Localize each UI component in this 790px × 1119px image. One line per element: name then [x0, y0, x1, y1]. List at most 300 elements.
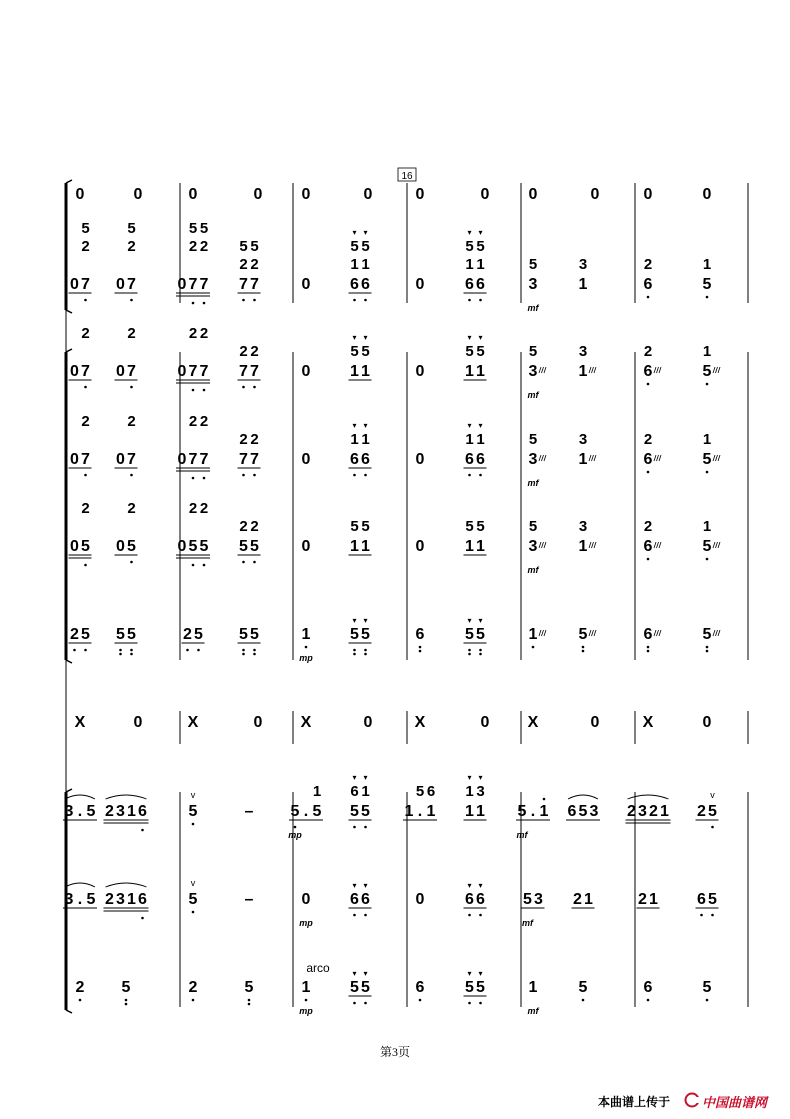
chord-digit: 3 [578, 256, 588, 273]
low-octave-dot [192, 911, 195, 914]
note-digit: 0 [528, 186, 538, 203]
tremolo-stroke [589, 367, 591, 373]
tremolo-stroke [539, 542, 541, 548]
note-digit: 5 [465, 626, 474, 643]
note-digit: 1 [584, 891, 593, 908]
note-digit: 6 [465, 276, 474, 293]
note-digit: 0 [253, 714, 263, 731]
note-digit: 2 [183, 626, 192, 643]
dynamic-mark: mf [527, 303, 539, 313]
low-octave-dot [479, 914, 482, 917]
tremolo-stroke [594, 455, 596, 461]
tremolo-stroke [716, 455, 718, 461]
tremolo-stroke [713, 367, 715, 373]
note-digit: . [303, 803, 309, 820]
chord-digit: 5 [350, 518, 359, 535]
note-digit: 0 [415, 186, 425, 203]
low-octave-dot [468, 649, 471, 652]
low-octave-dot [706, 558, 709, 561]
accent-mark: ▾ [363, 616, 368, 625]
tremolo-stroke [592, 367, 594, 373]
note-digit: X [300, 714, 312, 731]
note-digit: 0 [301, 891, 311, 908]
chord-digit: 2 [250, 343, 259, 360]
tremolo-stroke [657, 630, 659, 636]
chord-digit: 5 [250, 238, 259, 255]
chord-digit: 2 [199, 325, 209, 342]
chord-digit: 5 [476, 343, 485, 360]
tremolo-stroke [589, 630, 591, 636]
low-octave-dot [353, 914, 356, 917]
low-octave-dot [248, 999, 251, 1002]
low-octave-dot [203, 389, 206, 392]
low-octave-dot [242, 649, 245, 652]
note-digit: 3 [528, 451, 538, 468]
tremolo-stroke [713, 455, 715, 461]
note-digit: 6 [643, 363, 653, 380]
note-digit: 0 [301, 451, 311, 468]
note-digit: 7 [199, 451, 209, 468]
chord-digit: 1 [465, 256, 474, 273]
low-octave-dot [582, 999, 585, 1002]
note-digit: 5 [350, 979, 359, 996]
note-digit: 6 [415, 979, 425, 996]
low-octave-dot [582, 646, 585, 649]
bracket-hook [66, 310, 72, 313]
low-octave-dot [419, 999, 422, 1002]
chord-digit: 2 [250, 256, 259, 273]
chord-digit: 2 [127, 413, 136, 430]
chord-digit: 3 [578, 431, 588, 448]
accent-mark: ▾ [478, 773, 483, 782]
note-digit: 5 [708, 803, 717, 820]
dynamic-mark: mf [527, 565, 539, 575]
note-digit: 0 [363, 186, 373, 203]
low-octave-dot [192, 477, 195, 480]
chord-digit: 5 [465, 238, 474, 255]
accent-mark: ▾ [478, 881, 483, 890]
low-octave-dot [192, 389, 195, 392]
accent-mark: ▾ [467, 333, 472, 342]
note-digit: 6 [567, 803, 577, 820]
note-digit: X [642, 714, 654, 731]
chord-digit: 1 [361, 783, 370, 800]
tremolo-stroke [718, 455, 720, 461]
note-digit: 1 [350, 538, 359, 555]
tremolo-stroke [716, 367, 718, 373]
low-octave-dot [419, 650, 422, 653]
note-digit: 1 [301, 979, 311, 996]
note-digit: 7 [81, 451, 90, 468]
low-octave-dot [192, 823, 195, 826]
note-digit: 2 [627, 803, 636, 820]
note-digit: 0 [70, 363, 79, 380]
low-octave-dot [197, 649, 200, 652]
tremolo-stroke [542, 542, 544, 548]
accent-mark: ▾ [352, 333, 357, 342]
low-octave-dot [130, 299, 133, 302]
low-octave-dot [203, 477, 206, 480]
low-octave-dot [192, 302, 195, 305]
note-digit: 5 [312, 803, 322, 820]
low-octave-dot [242, 474, 245, 477]
low-octave-dot [119, 653, 122, 656]
accent-mark: ▾ [363, 881, 368, 890]
note-digit: 2 [573, 891, 582, 908]
bracket-hook [66, 789, 72, 792]
chord-digit: 2 [239, 343, 248, 360]
low-octave-dot [253, 474, 256, 477]
low-octave-dot [353, 826, 356, 829]
low-octave-dot [582, 650, 585, 653]
chord-digit: 2 [188, 413, 198, 430]
note-digit: 5 [476, 979, 485, 996]
note-digit: 0 [177, 451, 187, 468]
low-octave-dot [706, 650, 709, 653]
chord-digit: 1 [465, 431, 474, 448]
low-octave-dot [711, 914, 714, 917]
note-digit: 2 [638, 891, 647, 908]
note-digit: 1 [660, 803, 669, 820]
note-digit: 5 [578, 626, 588, 643]
low-octave-dot [706, 296, 709, 299]
low-octave-dot [706, 383, 709, 386]
accent-mark: ▾ [478, 333, 483, 342]
accent-mark: ▾ [478, 421, 483, 430]
note-digit: 5 [81, 626, 90, 643]
low-octave-dot [253, 386, 256, 389]
low-octave-dot [79, 999, 82, 1002]
dynamic-mark: mf [527, 390, 539, 400]
low-octave-dot [253, 649, 256, 652]
low-octave-dot [647, 650, 650, 653]
note-digit: 5 [350, 803, 359, 820]
note-digit: 0 [177, 276, 187, 293]
note-digit: 5 [199, 538, 209, 555]
note-digit: 2 [697, 803, 706, 820]
note-digit: 3 [528, 276, 538, 293]
note-digit: 0 [415, 891, 425, 908]
note-digit: 0 [702, 714, 712, 731]
chord-digit: 1 [361, 256, 370, 273]
chord-digit: 3 [578, 518, 588, 535]
chord-digit: 5 [528, 343, 538, 360]
note-digit: 1 [465, 538, 474, 555]
low-octave-dot [141, 917, 144, 920]
low-octave-dot [647, 646, 650, 649]
low-octave-dot [364, 914, 367, 917]
accent-mark: ▾ [352, 881, 357, 890]
low-octave-dot [364, 474, 367, 477]
low-octave-dot [647, 296, 650, 299]
chord-digit: 5 [528, 518, 538, 535]
chord-digit: 1 [312, 783, 322, 800]
accent-mark: ▾ [478, 969, 483, 978]
note-digit: 0 [590, 714, 600, 731]
low-octave-dot [73, 649, 76, 652]
low-octave-dot [364, 653, 367, 656]
slur [106, 883, 147, 887]
chord-digit: 5 [528, 256, 538, 273]
note-digit: 0 [116, 363, 125, 380]
note-digit: 6 [138, 803, 147, 820]
accent-mark: ▾ [363, 969, 368, 978]
note-digit: 6 [476, 451, 485, 468]
tremolo-stroke [539, 455, 541, 461]
chord-digit: 5 [476, 518, 485, 535]
low-octave-dot [130, 653, 133, 656]
chord-digit: 2 [239, 431, 248, 448]
note-digit: 5 [702, 538, 712, 555]
low-octave-dot [305, 646, 308, 649]
tremolo-stroke [654, 630, 656, 636]
chord-digit: 1 [476, 256, 485, 273]
tremolo-stroke [592, 542, 594, 548]
tremolo-stroke [657, 455, 659, 461]
low-octave-dot [84, 386, 87, 389]
chord-digit: 5 [528, 431, 538, 448]
note-digit: 5 [127, 538, 136, 555]
tremolo-stroke [589, 455, 591, 461]
note-digit: 6 [350, 891, 359, 908]
chord-digit: 1 [465, 783, 474, 800]
note-digit: 3 [589, 803, 599, 820]
low-octave-dot [479, 649, 482, 652]
note-digit: – [244, 891, 254, 908]
low-octave-dot [711, 826, 714, 829]
note-digit: 5 [188, 538, 198, 555]
accent-mark: ▾ [363, 421, 368, 430]
chord-digit: 5 [361, 343, 370, 360]
note-digit: 1 [465, 363, 474, 380]
accent-mark: ▾ [352, 969, 357, 978]
dynamic-mark: mp [299, 918, 313, 928]
note-digit: 1 [476, 538, 485, 555]
note-digit: 6 [643, 538, 653, 555]
low-octave-dot [242, 561, 245, 564]
low-octave-dot [125, 999, 128, 1002]
note-digit: 7 [127, 276, 136, 293]
note-digit: 1 [301, 626, 311, 643]
low-octave-dot [700, 914, 703, 917]
note-digit: 7 [188, 276, 198, 293]
chord-digit: 5 [199, 220, 209, 237]
note-digit: 6 [415, 626, 425, 643]
note-digit: 3 [528, 363, 538, 380]
accent-mark: ▾ [352, 773, 357, 782]
upload-notice: 本曲谱上传于 [598, 1095, 671, 1109]
chord-digit: 2 [127, 325, 136, 342]
chord-digit: 2 [188, 325, 198, 342]
low-octave-dot [706, 646, 709, 649]
dynamic-mark: mf [522, 918, 533, 928]
tremolo-stroke [544, 630, 546, 636]
low-octave-dot [130, 649, 133, 652]
note-digit: 0 [70, 276, 79, 293]
note-digit: 7 [81, 363, 90, 380]
note-digit: 5 [81, 538, 90, 555]
tremolo-stroke [718, 542, 720, 548]
note-digit: 0 [415, 276, 425, 293]
note-digit: 5 [244, 979, 254, 996]
tremolo-stroke [544, 367, 546, 373]
note-digit: 0 [116, 276, 125, 293]
slur [106, 795, 147, 799]
note-digit: 7 [188, 363, 198, 380]
chord-digit: 5 [188, 220, 198, 237]
note-digit: 5 [578, 979, 588, 996]
tremolo-stroke [654, 455, 656, 461]
dynamic-mark: mp [288, 830, 302, 840]
tremolo-stroke [716, 630, 718, 636]
low-octave-dot [353, 649, 356, 652]
note-digit: 6 [361, 891, 370, 908]
note-digit: 3 [64, 891, 74, 908]
chord-digit: 2 [127, 500, 136, 517]
note-digit: 0 [116, 538, 125, 555]
dynamic-mark: mp [299, 1006, 313, 1016]
low-octave-dot [203, 564, 206, 567]
bracket-hook [66, 349, 72, 352]
high-octave-dot [543, 798, 546, 801]
chord-digit: 2 [81, 413, 90, 430]
tremolo-stroke [654, 367, 656, 373]
note-digit: 1 [578, 451, 588, 468]
tremolo-stroke [589, 542, 591, 548]
tremolo-stroke [659, 367, 661, 373]
chord-digit: 2 [81, 238, 90, 255]
note-digit: 0 [133, 714, 143, 731]
low-octave-dot [253, 299, 256, 302]
note-digit: X [74, 714, 86, 731]
note-digit: 6 [465, 451, 474, 468]
low-octave-dot [353, 474, 356, 477]
note-digit: 2 [105, 803, 114, 820]
accent-mark: ▾ [352, 228, 357, 237]
bracket-hook [66, 660, 72, 663]
site-logo: 中国曲谱网 [702, 1096, 768, 1111]
slur [628, 795, 669, 799]
dynamic-mark: mp [299, 653, 313, 663]
note-digit: 5 [188, 803, 198, 820]
chord-digit: 5 [361, 238, 370, 255]
note-digit: 5 [702, 979, 712, 996]
note-digit: 1 [127, 803, 136, 820]
tremolo-stroke [544, 542, 546, 548]
tremolo-stroke [713, 630, 715, 636]
tremolo-stroke [592, 455, 594, 461]
note-digit: 2 [70, 626, 79, 643]
note-digit: 1 [528, 979, 538, 996]
note-digit: 7 [250, 451, 259, 468]
tremolo-stroke [716, 542, 718, 548]
chord-digit: 2 [643, 343, 653, 360]
chord-digit: 2 [239, 256, 248, 273]
low-octave-dot [186, 649, 189, 652]
note-digit: 0 [177, 363, 187, 380]
note-digit: 7 [199, 276, 209, 293]
note-digit: 5 [708, 891, 717, 908]
chord-digit: 6 [426, 783, 436, 800]
note-digit: 1 [649, 891, 658, 908]
tremolo-stroke [659, 542, 661, 548]
note-digit: 1 [539, 803, 549, 820]
chord-digit: 5 [81, 220, 90, 237]
accent-mark: ▾ [478, 228, 483, 237]
tremolo-stroke [713, 542, 715, 548]
note-digit: 1 [361, 538, 370, 555]
tremolo-stroke [659, 630, 661, 636]
note-digit: X [527, 714, 539, 731]
note-digit: 3 [64, 803, 74, 820]
low-octave-dot [468, 1002, 471, 1005]
note-digit: 5 [361, 626, 370, 643]
tremolo-stroke [718, 367, 720, 373]
note-digit: 5 [361, 979, 370, 996]
low-octave-dot [242, 653, 245, 656]
chord-digit: 2 [81, 500, 90, 517]
low-octave-dot [242, 299, 245, 302]
note-digit: 0 [702, 186, 712, 203]
low-octave-dot [419, 646, 422, 649]
note-digit: 5 [476, 626, 485, 643]
note-digit: 0 [415, 363, 425, 380]
low-octave-dot [125, 1003, 128, 1006]
note-digit: 0 [301, 276, 311, 293]
note-digit: 6 [643, 276, 653, 293]
accent-mark: ▾ [467, 228, 472, 237]
note-digit: 7 [127, 451, 136, 468]
accent-mark: ▾ [363, 773, 368, 782]
low-octave-dot [647, 471, 650, 474]
accent-mark: ▾ [467, 881, 472, 890]
low-octave-dot [203, 302, 206, 305]
low-octave-dot [706, 999, 709, 1002]
low-octave-dot [468, 299, 471, 302]
chord-digit: 3 [476, 783, 485, 800]
chord-digit: 1 [702, 256, 712, 273]
note-digit: 1 [578, 363, 588, 380]
note-digit: 5 [361, 803, 370, 820]
page-number: 第3页 [379, 1045, 410, 1059]
slur [568, 795, 598, 799]
low-octave-dot [130, 474, 133, 477]
note-digit: 1 [361, 363, 370, 380]
note-digit: 7 [239, 276, 248, 293]
chord-digit: 5 [350, 343, 359, 360]
bowing-mark: v [190, 878, 196, 888]
low-octave-dot [479, 653, 482, 656]
note-digit: 1 [476, 803, 485, 820]
note-digit: 5 [465, 979, 474, 996]
low-octave-dot [479, 1002, 482, 1005]
low-octave-dot [468, 474, 471, 477]
note-digit: 0 [177, 538, 187, 555]
note-digit: 0 [75, 186, 85, 203]
note-digit: 5 [578, 803, 588, 820]
note-digit: 6 [138, 891, 147, 908]
note-digit: 5 [239, 626, 248, 643]
low-octave-dot [706, 471, 709, 474]
chord-digit: 6 [350, 783, 359, 800]
note-digit: 6 [476, 891, 485, 908]
accent-mark: ▾ [467, 969, 472, 978]
note-digit: 0 [415, 538, 425, 555]
accent-mark: ▾ [363, 333, 368, 342]
note-digit: 0 [133, 186, 143, 203]
low-octave-dot [192, 999, 195, 1002]
note-digit: 7 [239, 363, 248, 380]
